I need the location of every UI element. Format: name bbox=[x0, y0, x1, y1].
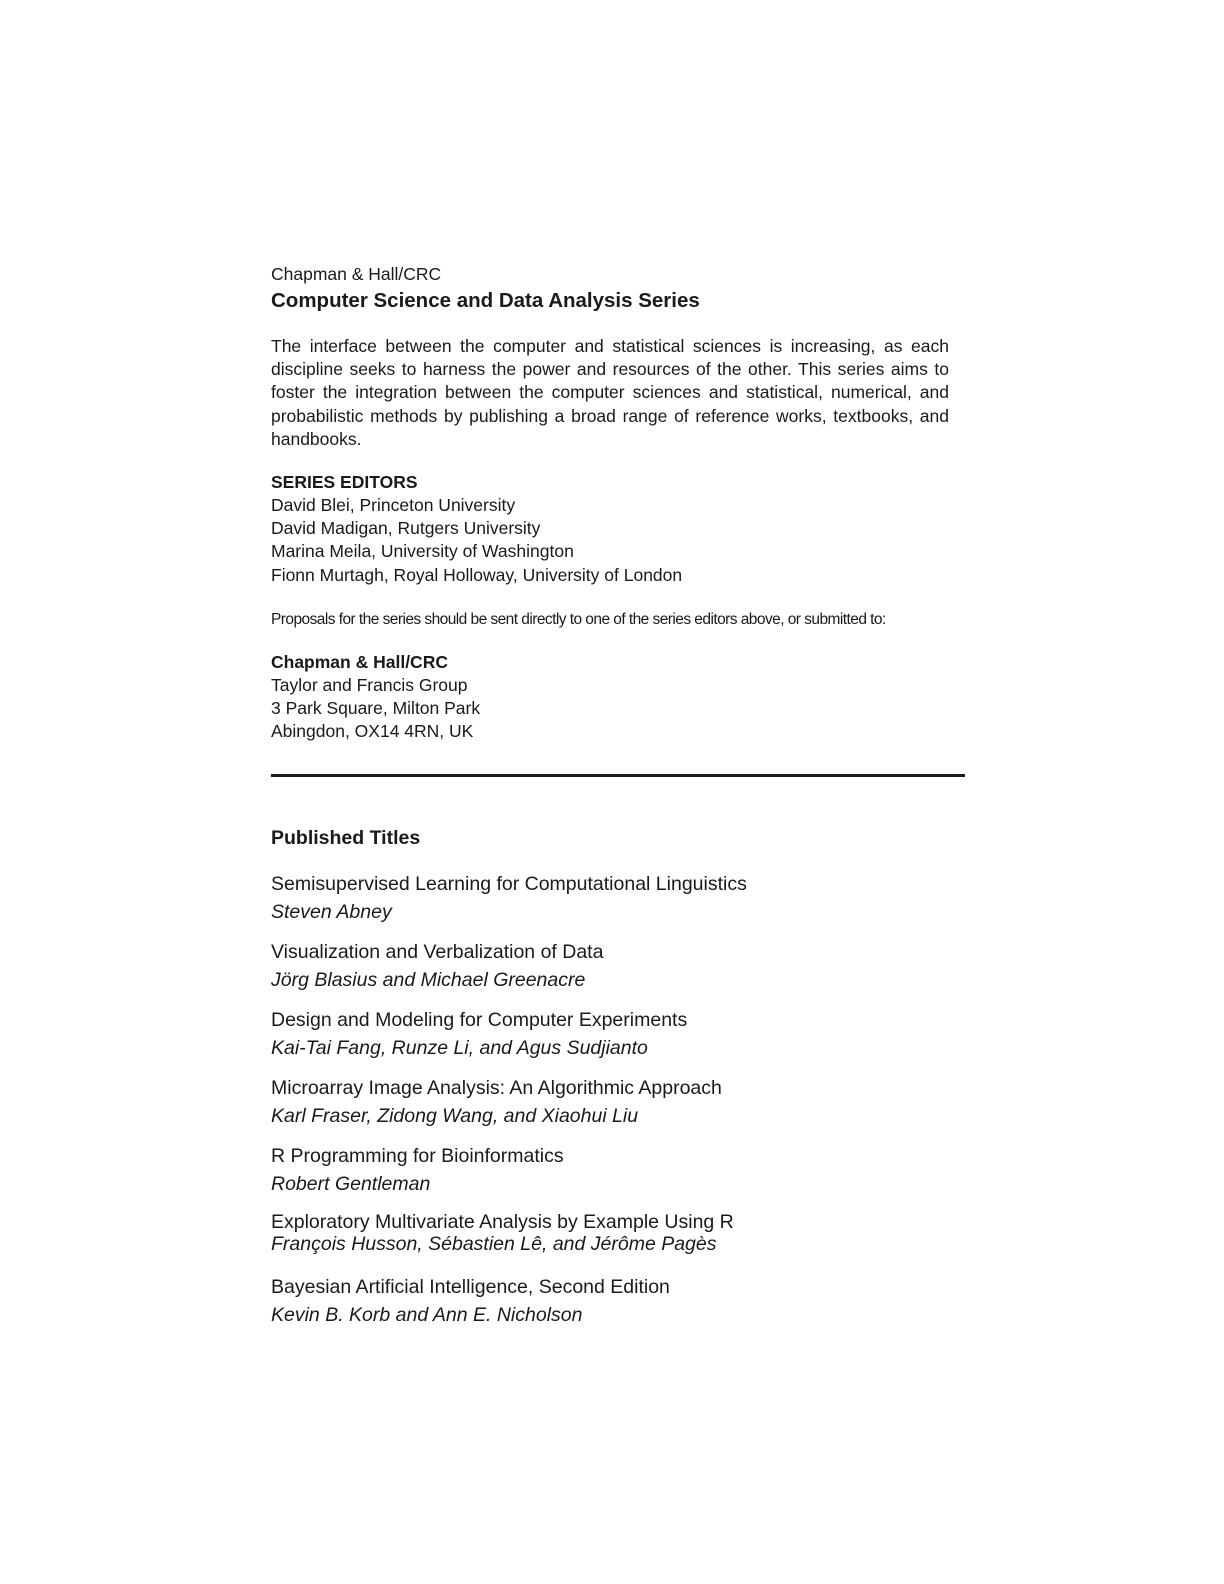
page-content bbox=[271, 262, 965, 1342]
editor-entry: Marina Meila, University of Washington bbox=[271, 541, 574, 562]
title-entry bbox=[271, 1143, 965, 1198]
book-authors: Kevin B. Korb and Ann E. Nicholson bbox=[271, 1303, 583, 1326]
series-editors-section bbox=[271, 470, 965, 587]
editor-entry: David Blei, Princeton University bbox=[271, 495, 516, 516]
editor-entry: David Madigan, Rutgers University bbox=[271, 518, 541, 539]
title-entry bbox=[271, 939, 965, 994]
title-entry bbox=[271, 1075, 965, 1130]
address-line: 3 Park Square, Milton Park bbox=[271, 698, 481, 719]
publisher-address bbox=[271, 650, 965, 744]
book-authors: Jörg Blasius and Michael Greenacre bbox=[271, 968, 586, 991]
title-entry bbox=[271, 1007, 965, 1062]
book-authors: Kai-Tai Fang, Runze Li, and Agus Sudjianto bbox=[271, 1036, 648, 1059]
address-line: Taylor and Francis Group bbox=[271, 674, 468, 695]
address-publisher-name: Chapman & Hall/CRC bbox=[271, 651, 448, 672]
series-description: The interface between the computer and statistical sciences is increasing, as each discipline seeks to harness the power and resources of the other. This series aims to foster the integration between the computer sciences and statistical, numerical, and probabilistic methods by publishing a broad range of reference works, textbooks, and handbooks. bbox=[271, 336, 949, 449]
book-title: Bayesian Artificial Intelligence, Second Edition bbox=[271, 1276, 670, 1299]
book-authors: Karl Fraser, Zidong Wang, and Xiaohui Liu bbox=[271, 1104, 639, 1127]
book-authors: Robert Gentleman bbox=[271, 1172, 431, 1195]
published-titles-list bbox=[271, 871, 965, 1329]
proposals-note: Proposals for the series should be sent directly to one of the series editors above, or submitted to: bbox=[271, 610, 886, 628]
editor-entry: Fionn Murtagh, Royal Holloway, University of London bbox=[271, 564, 683, 585]
address-line: Abingdon, OX14 4RN, UK bbox=[271, 721, 474, 742]
book-title: Exploratory Multivariate Analysis by Example Using R bbox=[271, 1211, 734, 1234]
title-entry bbox=[271, 1211, 965, 1255]
book-title: R Programming for Bioinformatics bbox=[271, 1145, 564, 1168]
series-editors-heading: SERIES EDITORS bbox=[271, 472, 418, 493]
book-title: Design and Modeling for Computer Experiments bbox=[271, 1009, 688, 1032]
book-title: Microarray Image Analysis: An Algorithmic Approach bbox=[271, 1077, 722, 1100]
title-entry bbox=[271, 1274, 965, 1329]
title-entry bbox=[271, 871, 965, 926]
series-title: Computer Science and Data Analysis Series bbox=[271, 289, 700, 312]
book-title: Semisupervised Learning for Computational Linguistics bbox=[271, 873, 747, 896]
book-authors: François Husson, Sébastien Lê, and Jérôme Pagès bbox=[271, 1233, 717, 1256]
published-titles-heading: Published Titles bbox=[271, 827, 421, 850]
publisher-name: Chapman & Hall/CRC bbox=[271, 264, 442, 284]
book-authors: Steven Abney bbox=[271, 900, 392, 923]
section-divider bbox=[271, 774, 965, 777]
book-title: Visualization and Verbalization of Data bbox=[271, 941, 604, 964]
